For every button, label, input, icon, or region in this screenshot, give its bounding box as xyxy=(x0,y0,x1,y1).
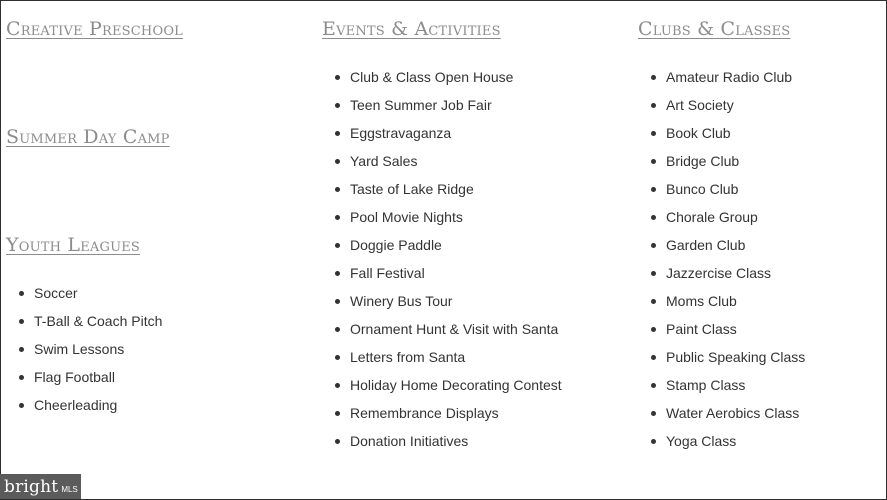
list-item: Bridge Club xyxy=(638,147,805,175)
list-item: Paint Class xyxy=(638,315,805,343)
list-item: Garden Club xyxy=(638,231,805,259)
list-item: Yard Sales xyxy=(322,147,562,175)
list-item: Donation Initiatives xyxy=(322,427,562,455)
list-item: Chorale Group xyxy=(638,203,805,231)
list-item: Book Club xyxy=(638,119,805,147)
heading-youth-leagues[interactable]: Youth Leagues xyxy=(6,234,141,256)
list-item: Cheerleading xyxy=(6,391,162,419)
list-item: Stamp Class xyxy=(638,371,805,399)
heading-clubs-classes[interactable]: Clubs & Classes xyxy=(638,18,791,40)
list-item: Doggie Paddle xyxy=(322,231,562,259)
watermark-brand: bright xyxy=(4,476,59,497)
list-item: Swim Lessons xyxy=(6,335,162,363)
list-item: Winery Bus Tour xyxy=(322,287,562,315)
list-item: Bunco Club xyxy=(638,175,805,203)
list-item: Fall Festival xyxy=(322,259,562,287)
heading-creative-preschool[interactable]: Creative Preschool xyxy=(6,18,184,40)
list-item: Ornament Hunt & Visit with Santa xyxy=(322,315,562,343)
list-item: Club & Class Open House xyxy=(322,63,562,91)
list-item: Art Society xyxy=(638,91,805,119)
list-item: Water Aerobics Class xyxy=(638,399,805,427)
list-item: Soccer xyxy=(6,279,162,307)
events-list xyxy=(322,63,562,455)
list-item: Pool Movie Nights xyxy=(322,203,562,231)
list-item: Public Speaking Class xyxy=(638,343,805,371)
list-item: Flag Football xyxy=(6,363,162,391)
list-item: Taste of Lake Ridge xyxy=(322,175,562,203)
heading-summer-day-camp[interactable]: Summer Day Camp xyxy=(6,126,170,148)
clubs-list xyxy=(638,63,805,455)
list-item: Moms Club xyxy=(638,287,805,315)
list-item: Yoga Class xyxy=(638,427,805,455)
youth-leagues-list xyxy=(6,279,162,419)
list-item: Eggstravaganza xyxy=(322,119,562,147)
list-item: Holiday Home Decorating Contest xyxy=(322,371,562,399)
bright-mls-watermark-logo xyxy=(0,474,81,499)
list-item: Teen Summer Job Fair xyxy=(322,91,562,119)
list-item: Amateur Radio Club xyxy=(638,63,805,91)
list-item: Letters from Santa xyxy=(322,343,562,371)
watermark-suffix: MLS xyxy=(61,484,78,494)
list-item: T-Ball & Coach Pitch xyxy=(6,307,162,335)
list-item: Jazzercise Class xyxy=(638,259,805,287)
heading-events-activities[interactable]: Events & Activities xyxy=(322,18,501,40)
list-item: Remembrance Displays xyxy=(322,399,562,427)
